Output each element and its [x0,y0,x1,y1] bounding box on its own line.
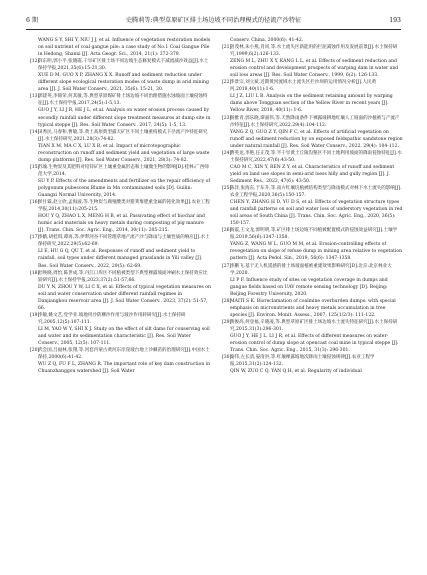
reference-entry [30,72,211,93]
reference-entry [222,79,403,93]
reference-entry [222,241,403,262]
reference-text: HOU Y Q, ZHAO L X, MENG H B, et al. Passivating effect of biochar and humic acid materials on heavy metals during composting of pig manure [J]. Trans. Chin. Soc. Agric. Eng., 2014, 30(11): 205-215. [38,214,205,234]
reference-text: 郭建英,李锦荣,何其敏,等.典型草原煤矿排土场边坡不同治理措施水蚀坡面土壤侵蚀特征[J].水土保持学报,2017,24(5):1-5,13. [38,94,208,107]
page-number: 193 [389,17,401,24]
reference-entry [30,199,211,213]
reference-number: [24] [222,150,232,156]
reference-entry [30,234,211,248]
reference-text: 曹英龙,李艳,任正茂,等.半干旱黄土丘陵沟壑区不同土地利用坡面的降雨侵蚀特征[J].水土保持研究,2022,47(6):43-50. [230,150,402,163]
reference-text: 黄俊高,何登福,辛晓凌,等.典型草原矿区排土场边坡水土流失特征研究[J].水土保持研究,2015,31(3):296-301. [230,319,398,332]
reference-text: 李景宗,刘立斌.近期黄河流域水土流失区拦沙坝的运用情况分析[J].人民黄河,2018,40(11):1-6. [230,80,377,93]
reference-entry [222,354,403,368]
reference-text: MAITI S K. Bioreclamation of coalmine overburden dumps: with special emphasis on micronutrients and heavy metals accumulation in tree species [J]. Environ. Monit. Assess., 2007, 125(1/2/3): 111-122. [230,298,396,318]
reference-text: TIAN X M, MA C X, LU X B, et al. Impact of microtopographic reconstruction on runoff and sediment yield and vegetation of large waste dump platforms [J]. Res. Soil Water Conserv., 2021, 28(3): 74-82. [38,143,210,163]
reference-text: LI M, YAO W Y, SHI X J. Study on the effect of silt dams for conserving soil and water and its sedimentation characteristic [J]. Res. Soil Water Conserv., 2005, 12(5): 107-111. [38,326,210,347]
reference-number: [27] [222,263,232,269]
reference-entry [30,164,211,178]
reference-entry [222,58,403,79]
reference-entry [222,333,403,354]
reference-text: LI P F. Influence study of sites on vegetation coverage in dumps and gangue fields based on UAV remote sensing technology [D]. Beijing: Beijing Forestry University, 2020. [230,277,388,297]
reference-entry [222,277,403,298]
reference-text: CAO M C, XIN Y, REN Z Y, et al. Characteristics of runoff and sediment yield on land use slopes in semi-arid loess hilly and gully region [J]. J. Sediment Res., 2022, 47(6): 43-50. [230,164,395,184]
reference-number: [13] [30,94,40,100]
reference-entry [30,143,211,164]
reference-text: 李敏,姚文艺,党学亚.坡地用沙防柳沙作用与坡沙作用转研究[J].水土保持研究,2005,12(5):107-111. [38,312,186,325]
reference-text: 武会国,吕福林,张翔,等.河套内蒙古黄河东岸崖坡台地上沙棘苗的治理研究[J].中国水土保持,2000(6):41-42. [38,348,210,361]
reference-entry [222,93,403,114]
reference-text: 杨震,王文龙,郭明明,等.矿区排土场边坡不同植被配置模式的侵蚀效益研究[J].土壤学报,2019,56(6):1347-1358. [230,228,398,241]
reference-entry [222,298,403,319]
reference-entry [30,248,211,269]
reference-number: [23] [222,115,232,121]
reference-number: [26] [222,228,232,234]
reference-number: [17] [30,235,40,241]
reference-text: LI J Z, LIU L B. Analysis on the sediment retaining amount by warping dams above Tongguan section of the Yellow River in recent years [J]. Yellow River, 2018, 40(11): 1-6. [230,94,393,114]
reference-number: [15] [30,164,40,170]
reference-number: [29] [222,319,232,325]
reference-number: [20] [30,348,40,354]
running-header [26,15,401,30]
reference-entry [222,37,403,44]
reference-number: [22] [222,80,232,86]
reference-number: [28] [222,298,232,304]
reference-text: 侯甘霖,赵立欣,孟海波,等.生物炭与腐殖酸类对猪粪堆肥重金属的钝化效果[J].农业工程学报,2014,30(11):205-215. [38,200,210,213]
reference-entry [222,115,403,129]
reference-text: GUO J Y, HE J L, LI J R, et al. Effects of different measures on water-erosion control of dump slope at opencast coal mine in typical steppe [J]. Trans. Chin. Soc. Agric. Eng., 2015, 31(3): 296-301. [230,333,399,354]
reference-text: YANG Z, WANG W L, GUO M M, et al. Erosion-controlling effects of revegetation on slope of refuse dump in mining area relative to vegetation pattern [J]. Acta Pedol. Sin., 2019, 56(6): 1347-1358. [230,242,403,262]
reference-entry [222,263,403,277]
reference-entry [222,44,403,58]
reference-number: [12] [30,59,40,65]
reference-text: 薛东明,郭小平,张晓霞.干旱矿区排土场不同边坡生态修复模式下减流减沙效益[J].水土保持学报,2021,35(6):15-21,30. [38,59,209,72]
reference-text: CHEN Y, ZHANG H D, YU D S, et al. Effects of vegetation structure types and rainfall patterns on soil and water loss of understory vegetation in red soil areas of South China [J]. Trans. Chin. Soc. Agric. Eng., 2020, 36(5): 150-157. [230,200,403,227]
reference-text: 曾茂林,朱小燕,肖同,等.水土流失区新能用的拦泥减蚀作用及发展前景[J].水土保持研究,1999,6(2):126-133. [230,45,398,58]
running-title: 史腾莉等:典型草原矿区排土场边坡不同治理模式的径流产沙特征 [125,17,302,24]
reference-entry [222,227,403,241]
reference-column-right [222,37,403,562]
reference-entry [30,107,211,128]
reference-entry [30,347,211,361]
reference-number: [18] [30,270,40,276]
reference-text: XUE D M, GUO X P, ZHANG X X. Runoff and sediment reduction under different slope ecological restoration modes of waste dump in arid mining area [J]. J. Soil Water Conserv., 2021, 35(6): 15-21, 30. [38,73,209,93]
reference-text: GUO J Y, LI J R, HE J L, et al. Analysis on water erosion process caused by secondly rainfall under different slope treatment measures at dump site in typical steppe [J]. Res. Soil Water Conserv., 2017, 24(5): 1-5, 13. [38,108,211,128]
reference-entry [30,129,211,143]
reference-text: 田秀民,马春和,曹敏,等.黄土高原典型露天矿区不同土壤重构模式下径流产沙特征研究[J].水土保持研究,2021,28(3):74-82. [38,129,208,142]
reference-entry [30,58,211,72]
reference-text: WANG S Y, SHI Y, NIU J J, et al. Influence of vegetation restoration models on soil nutrient of coal gangue pile: a case study of No.1 Coal Gangue Pile in Hedong, Shanxi [J]. Acta Geogr. Sci., 2014, 21(1): 372-379. [38,38,211,58]
reference-entry [30,213,211,234]
reference-entry [222,150,403,164]
reference-text: 李娥,胡桂琪,谭再,等.伊犁河谷不同管理草地产流产沙与降雨与土壤性质的响应[J].水土保持研究,2022,29(5):62-69. [38,235,210,248]
reference-number: [25] [222,185,232,191]
reference-entry [222,368,403,375]
reference-entry [30,93,211,107]
reference-text: WU Z Q, FU F L, ZHANG R. The important role of key dam construction in Chuanzhanggou watershed [J]. Soil Water [38,362,211,375]
reference-text: 苏瑜.生物炭及其肥料对铅锌矿区土壤重金属形态和土壤微生物的影响[D].桂林:广西师范大学,2014. [38,164,209,177]
reference-column-left [30,37,211,562]
reference-text: QIN W, ZUO C Q, YAN Q H, et al. Regularity of individual [230,369,362,375]
reference-text: 杨雅青,郭乐晓,谭嘉伟,等.天然降雨条件下裸露坡耕地红壤人工坡面的沙植被与产流产沙特征[J].水土保持研究,2022,29(4):104-112. [230,115,400,128]
reference-entry [30,270,211,284]
reference-text: ZENG M L, ZHU X Y, KANG L L, et al. Effects of sediment reduction and erosion control and development prospects of warping dam in water and soil loss areas [J]. Res. Soil Water Conserv., 1999, 6(2): 126-133. [230,59,399,79]
reference-text: 杜唤晓,周怡,陈世成,等.丹江口库区不同植被类型下典型裸露坡面冲刷水土保持效应比较研究[J].水土保持学报,2023,37(2):51-57,66. [38,270,208,283]
reference-text: DU Y N, ZHOU Y W, LI C X, et al. Effects of typical vegetation measures on soil and water conservation under different rainfall regimes in Danjiangkou reservoir area [J]. J. Soil Water Conserv., 2023, 37(2): 51-57, 66. [38,284,211,311]
reference-entry [222,129,403,150]
issue-label: 6 期 [26,17,39,24]
reference-entry [30,326,211,347]
reference-entry [30,312,211,326]
reference-number: [16] [30,200,40,206]
reference-text: Conserv. China, 2000(6): 41-42. [230,38,304,43]
reference-entry [222,185,403,199]
reference-text: 李鹏飞.基于无人机遥感的排土场坡面植被重建效果影响研究[D].北京:北京林业大学,2020. [230,263,392,276]
reference-entry [30,178,211,199]
reference-entry [30,284,211,312]
reference-number: [21] [222,45,232,51]
reference-text: LI E, HU G Q, QU T, et al. Responses of runoff and sediment yield to rainfall, soil types under different managed grasslands in Yili valley [J]. Res. Soil Water Conserv., 2022, 29(5): 62-69. [38,249,203,269]
reference-number: [19] [30,312,40,318]
reference-entry [222,199,403,227]
reference-entry [30,37,211,58]
reference-entry [222,164,403,185]
reference-entry [30,361,211,375]
reference-text: 秦伟,左长清,晏清洪,等.红壤裸露坡地次降雨土壤侵蚀规律[J].农业工程学报,2015,31(2):124-132. [230,355,375,368]
reference-entry [222,319,403,333]
reference-text: 陈洋,张海东,于东升,等.南方红壤坑植被结构类型与降雨模式对林下水土流失的影响[J].农业工程学报,2020,36(5):150-157. [230,185,402,199]
reference-number: [14] [30,129,40,135]
reference-text: YANG Z Q, GUO Z Y, QIN F C, et al. Effects of artificial vegetation on runoff and sediment reduction by on exposed feldspathic sandstone region under natural rainfall [J]. Res. Soil Water Conserv., 2022, 29(4): 104-112. [230,129,403,149]
reference-text: SU Y P. Effects of the amendments and fertilizer on the repair efficiency of polygonum pubescens Blume in Mn contaminated soils [D]. Guilin: Guangxi Normal University, 2014. [38,178,211,199]
reference-number: [30] [222,355,232,361]
